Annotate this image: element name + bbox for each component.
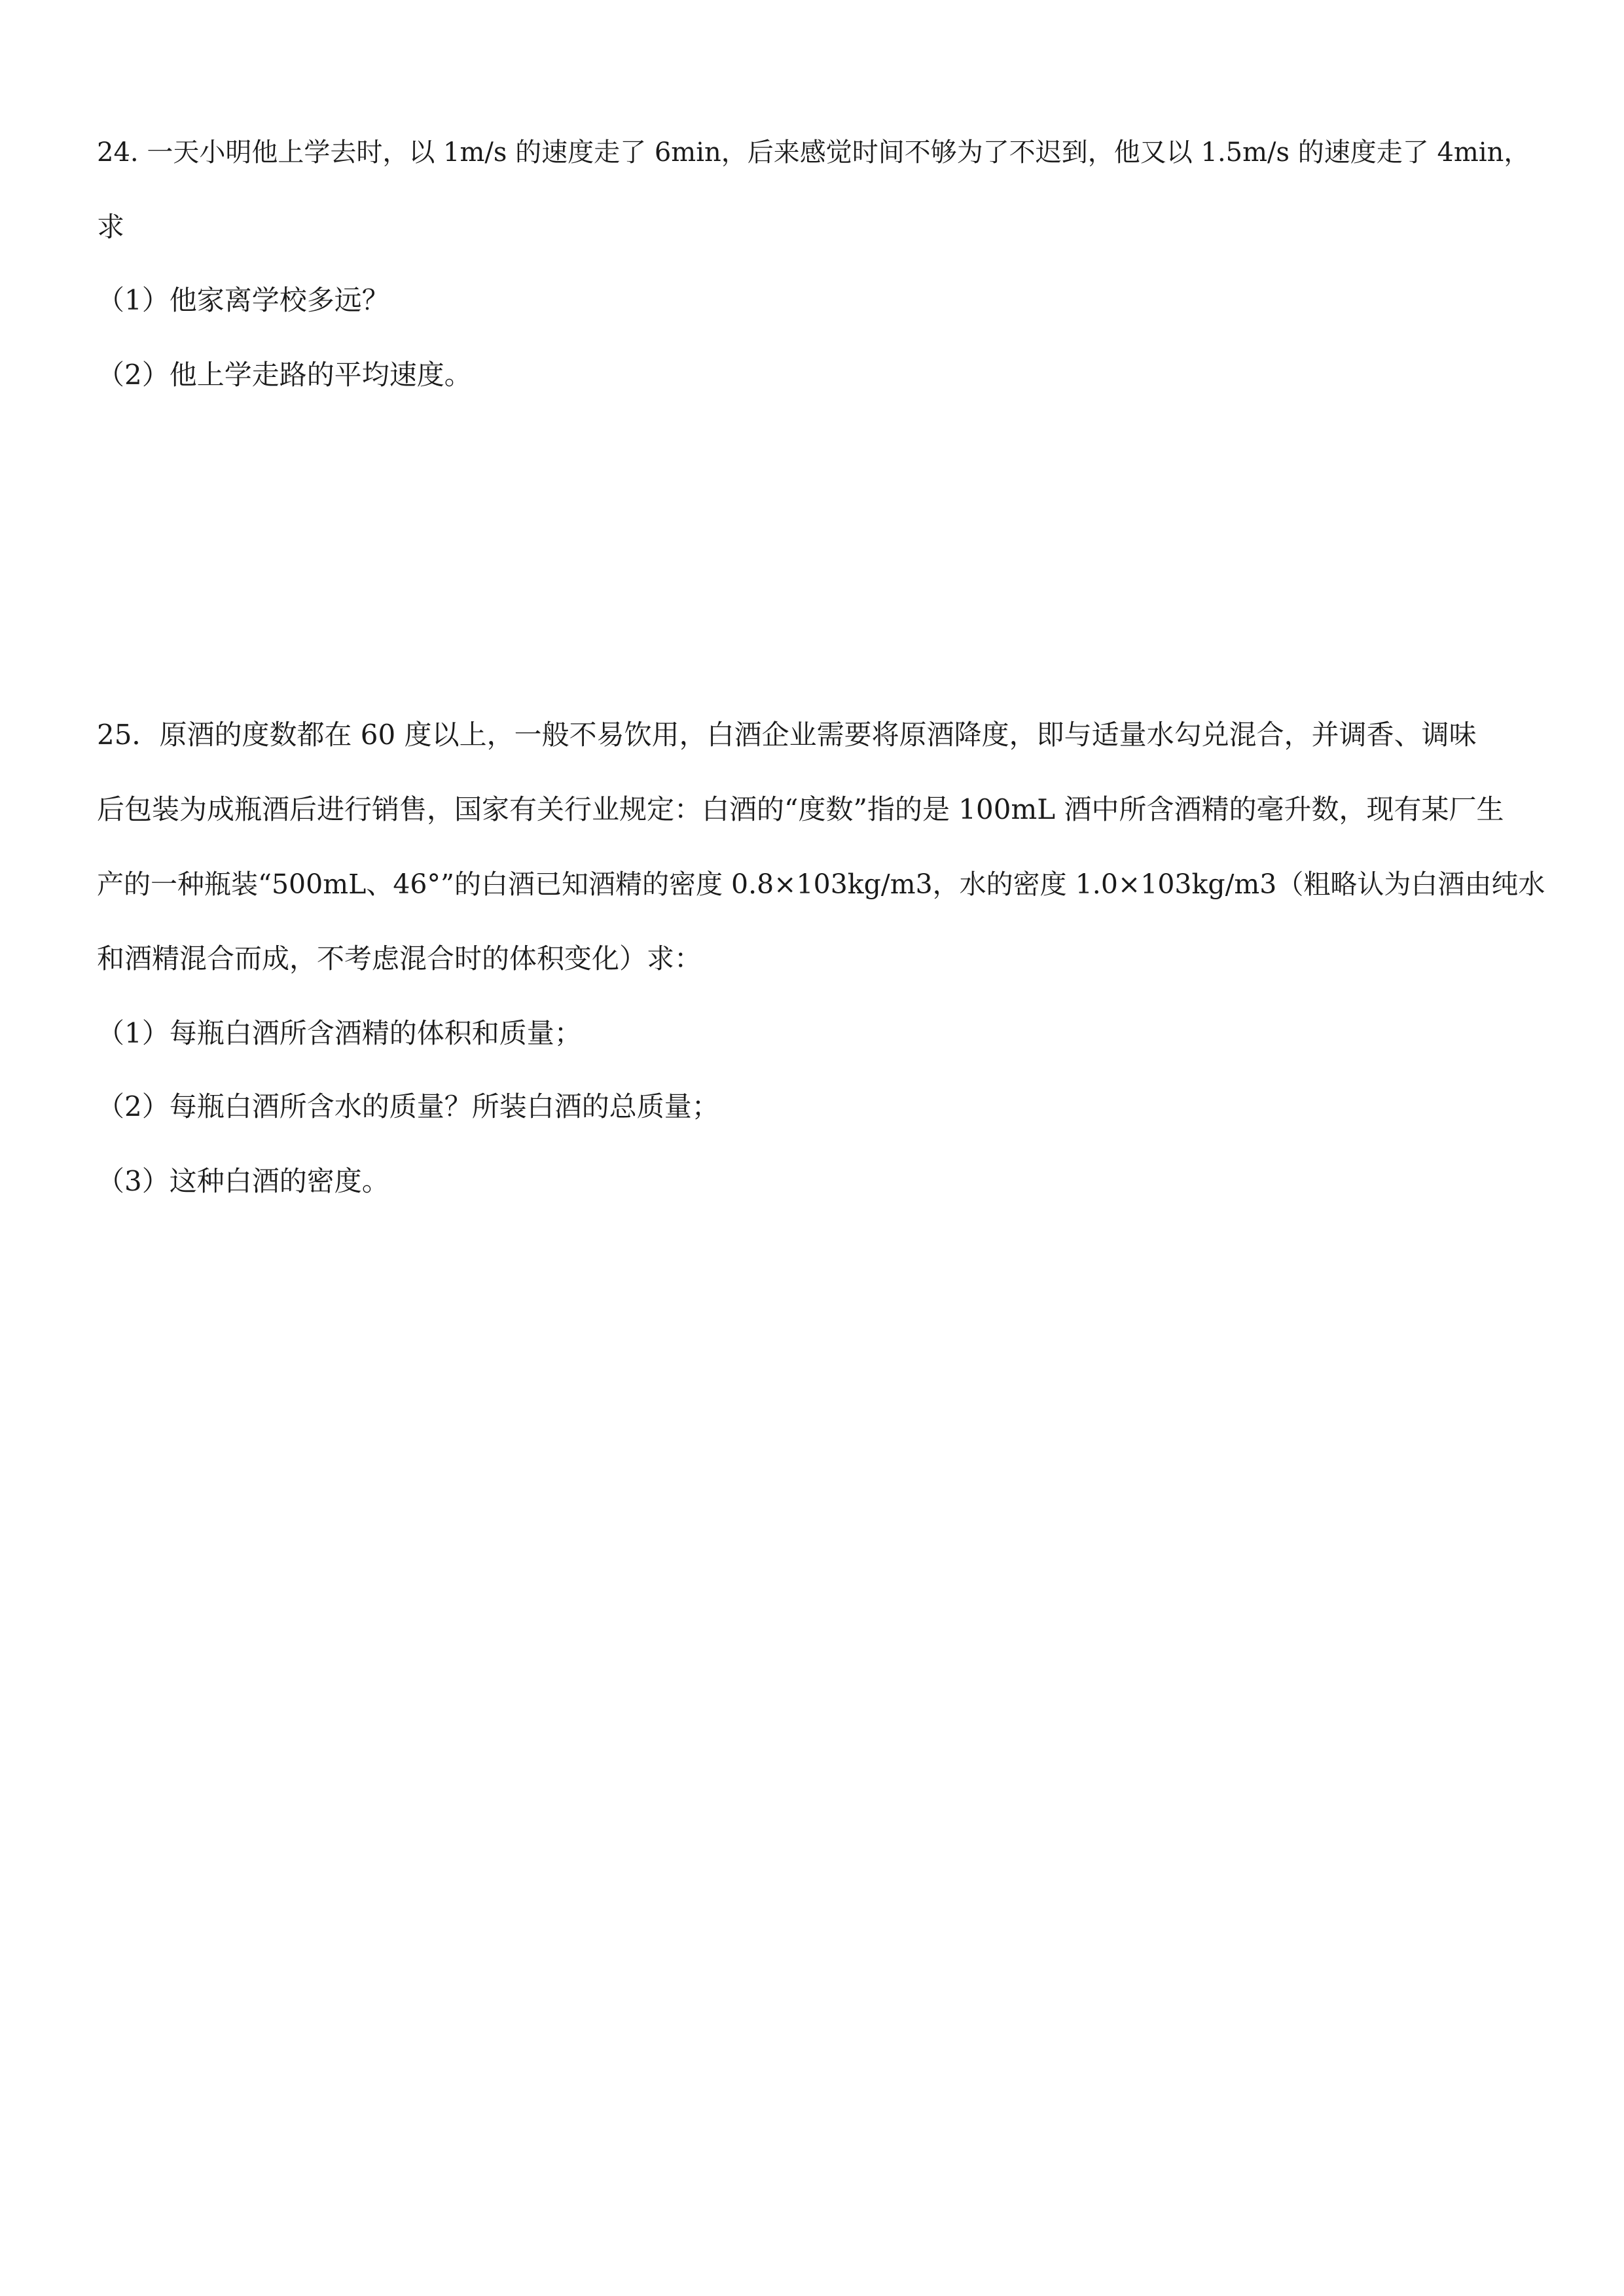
q24-stem-line-1: 24. 一天小明他上学去时，以 1m/s 的速度走了 6min，后来感觉时间不够为了不迟到，他又以 1.5m/s 的速度走了 4min， bbox=[97, 137, 1530, 168]
q24-stem-line-2: 求 bbox=[97, 211, 125, 243]
q24-subquestion-1: （1）他家离学校多远？ bbox=[97, 284, 389, 316]
q25-stem-line-3: 产的一种瓶装“500mL、46°”的白酒已知酒精的密度 0.8×103kg/m3，水的密度 1.0×103kg/m3（粗略认为白酒由纯水 bbox=[97, 869, 1545, 900]
q25-stem-line-4: 和酒精混合而成，不考虑混合时的体积变化）求： bbox=[97, 942, 702, 975]
q24-subquestion-2: （2）他上学走路的平均速度。 bbox=[97, 359, 472, 391]
q25-subquestion-1: （1）每瓶白酒所含酒精的体积和质量； bbox=[97, 1017, 582, 1049]
q25-stem-line-2: 后包装为成瓶酒后进行销售，国家有关行业规定：白酒的“度数”指的是 100mL 酒中所含酒精的毫升数，现有某厂生 bbox=[97, 793, 1504, 825]
q25-stem-line-1: 25．原酒的度数都在 60 度以上，一般不易饮用，白酒企业需要将原酒降度，即与适量水勾兑混合，并调香、调味 bbox=[97, 719, 1477, 751]
q25-subquestion-3: （3）这种白酒的密度。 bbox=[97, 1165, 389, 1197]
q25-subquestion-2: （2）每瓶白酒所含水的质量？所装白酒的总质量； bbox=[97, 1090, 719, 1122]
